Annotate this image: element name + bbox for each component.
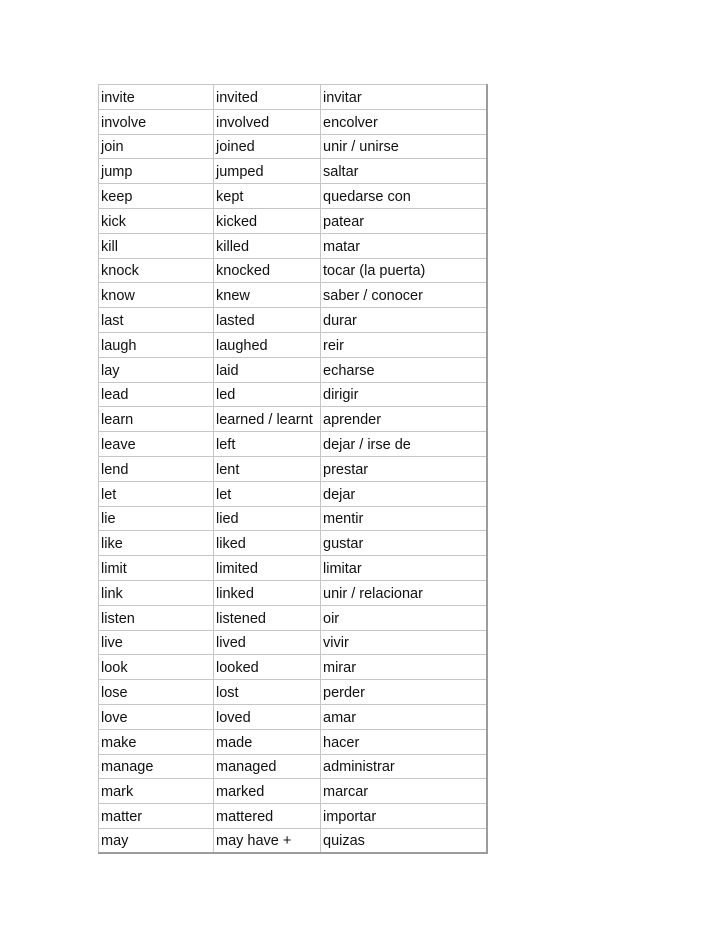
spanish-translation-cell: hacer — [321, 729, 487, 754]
table-row — [99, 184, 487, 209]
past-form-cell: kept — [214, 184, 321, 209]
past-form-cell: laughed — [214, 332, 321, 357]
spanish-translation-cell: durar — [321, 308, 487, 333]
table-row — [99, 134, 487, 159]
spanish-translation-cell: encolver — [321, 109, 487, 134]
spanish-translation-cell: saltar — [321, 159, 487, 184]
past-form-cell: joined — [214, 134, 321, 159]
base-form-cell: listen — [99, 605, 214, 630]
base-form-cell: kill — [99, 233, 214, 258]
past-form-cell: listened — [214, 605, 321, 630]
base-form-cell: lay — [99, 357, 214, 382]
table-row — [99, 481, 487, 506]
base-form-cell: look — [99, 655, 214, 680]
spanish-translation-cell: dejar — [321, 481, 487, 506]
past-form-cell: lasted — [214, 308, 321, 333]
table-row — [99, 680, 487, 705]
past-form-cell: made — [214, 729, 321, 754]
spanish-translation-cell: dirigir — [321, 382, 487, 407]
spanish-translation-cell: invitar — [321, 85, 487, 110]
table-row — [99, 531, 487, 556]
base-form-cell: last — [99, 308, 214, 333]
past-form-cell: involved — [214, 109, 321, 134]
past-form-cell: laid — [214, 357, 321, 382]
spanish-translation-cell: saber / conocer — [321, 283, 487, 308]
base-form-cell: live — [99, 630, 214, 655]
table-row — [99, 258, 487, 283]
past-form-cell: lost — [214, 680, 321, 705]
base-form-cell: laugh — [99, 332, 214, 357]
base-form-cell: know — [99, 283, 214, 308]
past-form-cell: learned / learnt — [214, 407, 321, 432]
base-form-cell: may — [99, 828, 214, 853]
base-form-cell: matter — [99, 804, 214, 829]
spanish-translation-cell: amar — [321, 704, 487, 729]
spanish-translation-cell: quedarse con — [321, 184, 487, 209]
table-row — [99, 556, 487, 581]
table-row — [99, 605, 487, 630]
past-form-cell: marked — [214, 779, 321, 804]
base-form-cell: learn — [99, 407, 214, 432]
base-form-cell: knock — [99, 258, 214, 283]
spanish-translation-cell: tocar (la puerta) — [321, 258, 487, 283]
past-form-cell: led — [214, 382, 321, 407]
spanish-translation-cell: unir / relacionar — [321, 580, 487, 605]
spanish-translation-cell: mentir — [321, 506, 487, 531]
past-form-cell: kicked — [214, 208, 321, 233]
past-form-cell: mattered — [214, 804, 321, 829]
past-form-cell: loved — [214, 704, 321, 729]
past-form-cell: limited — [214, 556, 321, 581]
spanish-translation-cell: oir — [321, 605, 487, 630]
past-form-cell: left — [214, 432, 321, 457]
past-form-cell: lent — [214, 456, 321, 481]
spanish-translation-cell: marcar — [321, 779, 487, 804]
base-form-cell: kick — [99, 208, 214, 233]
table-row — [99, 357, 487, 382]
table-row — [99, 729, 487, 754]
base-form-cell: join — [99, 134, 214, 159]
table-row — [99, 332, 487, 357]
table-row — [99, 655, 487, 680]
table-row — [99, 109, 487, 134]
past-form-cell: looked — [214, 655, 321, 680]
table-row — [99, 85, 487, 110]
table-row — [99, 456, 487, 481]
base-form-cell: lend — [99, 456, 214, 481]
base-form-cell: let — [99, 481, 214, 506]
spanish-translation-cell: dejar / irse de — [321, 432, 487, 457]
table-row — [99, 432, 487, 457]
base-form-cell: jump — [99, 159, 214, 184]
table-row — [99, 407, 487, 432]
spanish-translation-cell: quizas — [321, 828, 487, 853]
past-form-cell: invited — [214, 85, 321, 110]
past-form-cell: lied — [214, 506, 321, 531]
spanish-translation-cell: echarse — [321, 357, 487, 382]
table-row — [99, 159, 487, 184]
base-form-cell: limit — [99, 556, 214, 581]
spanish-translation-cell: matar — [321, 233, 487, 258]
verb-vocabulary-table — [98, 84, 488, 854]
past-form-cell: liked — [214, 531, 321, 556]
past-form-cell: let — [214, 481, 321, 506]
table-row — [99, 308, 487, 333]
table-row — [99, 506, 487, 531]
spanish-translation-cell: aprender — [321, 407, 487, 432]
table-row — [99, 233, 487, 258]
spanish-translation-cell: limitar — [321, 556, 487, 581]
spanish-translation-cell: reir — [321, 332, 487, 357]
spanish-translation-cell: perder — [321, 680, 487, 705]
base-form-cell: leave — [99, 432, 214, 457]
table-row — [99, 283, 487, 308]
base-form-cell: lose — [99, 680, 214, 705]
base-form-cell: mark — [99, 779, 214, 804]
table-row — [99, 828, 487, 853]
spanish-translation-cell: vivir — [321, 630, 487, 655]
base-form-cell: make — [99, 729, 214, 754]
table-row — [99, 208, 487, 233]
spanish-translation-cell: administrar — [321, 754, 487, 779]
base-form-cell: link — [99, 580, 214, 605]
spanish-translation-cell: prestar — [321, 456, 487, 481]
table-body — [99, 85, 487, 854]
base-form-cell: involve — [99, 109, 214, 134]
past-form-cell: lived — [214, 630, 321, 655]
table-row — [99, 704, 487, 729]
base-form-cell: keep — [99, 184, 214, 209]
base-form-cell: invite — [99, 85, 214, 110]
spanish-translation-cell: patear — [321, 208, 487, 233]
spanish-translation-cell: importar — [321, 804, 487, 829]
table-row — [99, 779, 487, 804]
table-row — [99, 580, 487, 605]
past-form-cell: managed — [214, 754, 321, 779]
table-row — [99, 804, 487, 829]
past-form-cell: jumped — [214, 159, 321, 184]
spanish-translation-cell: mirar — [321, 655, 487, 680]
spanish-translation-cell: gustar — [321, 531, 487, 556]
spanish-translation-cell: unir / unirse — [321, 134, 487, 159]
past-form-cell: knew — [214, 283, 321, 308]
base-form-cell: manage — [99, 754, 214, 779]
past-form-cell: may have + — [214, 828, 321, 853]
past-form-cell: killed — [214, 233, 321, 258]
base-form-cell: love — [99, 704, 214, 729]
table-row — [99, 382, 487, 407]
base-form-cell: lie — [99, 506, 214, 531]
base-form-cell: like — [99, 531, 214, 556]
past-form-cell: knocked — [214, 258, 321, 283]
table-row — [99, 630, 487, 655]
past-form-cell: linked — [214, 580, 321, 605]
base-form-cell: lead — [99, 382, 214, 407]
table-row — [99, 754, 487, 779]
